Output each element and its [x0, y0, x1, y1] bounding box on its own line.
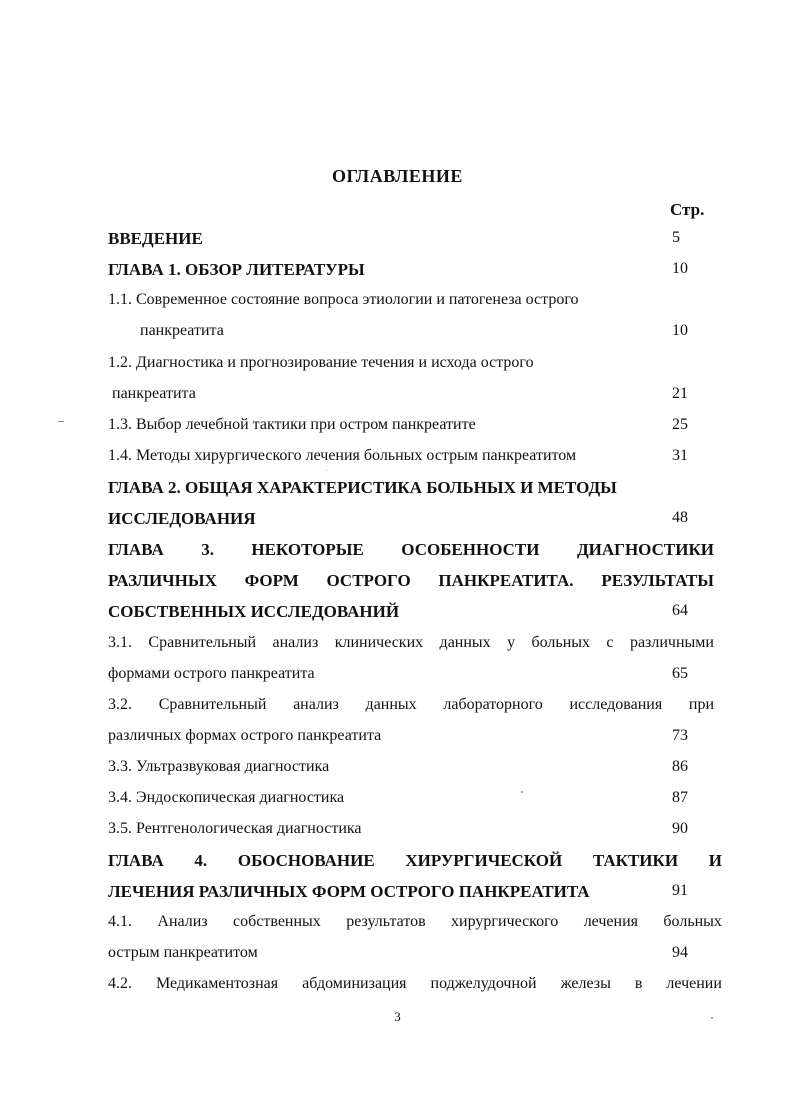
pages-column-label: Стр. [670, 200, 705, 219]
toc-word: различными [629, 634, 714, 651]
toc-word: лечения [583, 913, 639, 930]
toc-word: 4. [194, 851, 208, 870]
toc-chapter4-line1 [108, 851, 722, 871]
toc-section-3-1-line2: формами острого панкреатита [108, 665, 315, 682]
toc-section-3-2-line1 [108, 696, 714, 714]
toc-section-4-1-page: 94 [672, 944, 688, 961]
toc-word: лабораторного [443, 696, 543, 713]
toc-section-3-2-page: 73 [672, 727, 688, 744]
toc-section-1-2-page: 21 [672, 385, 688, 402]
toc-word: данных [439, 634, 491, 651]
toc-word: у [507, 634, 516, 651]
toc-section-1-1-line1: 1.1. Современное состояние вопроса этиологии и патогенеза острого [108, 291, 579, 308]
toc-section-3-3-text: 3.3. Ультразвуковая диагностика [108, 758, 330, 775]
toc-word: ОСОБЕННОСТИ [401, 540, 540, 559]
toc-chapter1-text: ГЛАВА 1. ОБЗОР ЛИТЕРАТУРЫ [108, 260, 365, 279]
toc-word: результатов [346, 913, 426, 930]
toc-word: Медикаментозная [155, 975, 279, 992]
toc-word: ФОРМ [244, 571, 299, 590]
scan-speck [58, 421, 64, 422]
toc-word: ОСТРОГО [326, 571, 411, 590]
toc-word: анализ [293, 696, 339, 713]
toc-word: исследования [569, 696, 663, 713]
toc-word: Сравнительный [158, 696, 267, 713]
toc-chapter4-line2: ЛЕЧЕНИЯ РАЗЛИЧНЫХ ФОРМ ОСТРОГО ПАНКРЕАТИТА [108, 882, 590, 901]
toc-word: поджелудочной [430, 975, 537, 992]
toc-word: ОБОСНОВАНИЕ [237, 851, 375, 870]
toc-section-3-1-page: 65 [672, 665, 688, 682]
toc-word: И [708, 851, 722, 870]
toc-chapter2-line2: ИССЛЕДОВАНИЯ [108, 509, 256, 528]
toc-section-3-5-text: 3.5. Рентгенологическая диагностика [108, 820, 362, 837]
page-number: 3 [394, 1009, 401, 1024]
toc-word: 3.1. [108, 634, 132, 651]
toc-word: собственных [233, 913, 321, 930]
toc-chapter3-page: 64 [672, 602, 688, 619]
toc-word: в [634, 975, 643, 992]
toc-section-1-3-text: 1.3. Выбор лечебной тактики при остром панкреатите [108, 416, 476, 433]
toc-intro-page: 5 [672, 229, 680, 246]
toc-word: клинических [334, 634, 424, 651]
toc-word: 4.2. [108, 975, 132, 992]
toc-section-4-2-line1 [108, 975, 722, 993]
toc-section-4-1-line1 [108, 913, 722, 931]
toc-section-3-2-line2: различных формах острого панкреатита [108, 727, 382, 744]
toc-word: ТАКТИКИ [592, 851, 679, 870]
toc-intro-text: ВВЕДЕНИЕ [108, 229, 203, 248]
toc-word: Сравнительный [148, 634, 257, 651]
toc-word: абдоминизация [302, 975, 407, 992]
toc-word: при [688, 696, 714, 713]
toc-section-1-2-line2: панкреатита [112, 385, 196, 402]
toc-word: ГЛАВА [108, 540, 164, 559]
toc-chapter1-page: 10 [672, 260, 688, 277]
toc-word: РАЗЛИЧНЫХ [108, 571, 217, 590]
toc-word: ГЛАВА [108, 851, 164, 870]
toc-section-1-4-page: 31 [672, 447, 688, 464]
toc-word: больных [531, 634, 591, 651]
toc-chapter3-line3: СОБСТВЕННЫХ ИССЛЕДОВАНИЙ [108, 602, 400, 621]
toc-section-1-1-page: 10 [672, 322, 688, 339]
toc-section-3-4-text: 3.4. Эндоскопическая диагностика [108, 789, 345, 806]
toc-word: хирургического [451, 913, 559, 930]
scan-speck [326, 470, 327, 471]
toc-chapter4-page: 91 [672, 882, 688, 899]
toc-chapter2-page: 48 [672, 509, 688, 526]
toc-word: 4.1. [108, 913, 132, 930]
scan-speck [521, 791, 523, 793]
toc-chapter3-line2 [108, 571, 714, 591]
toc-section-1-4-text: 1.4. Методы хирургического лечения больных острым панкреатитом [108, 447, 577, 464]
toc-section-3-5-page: 90 [672, 820, 688, 837]
toc-word: Анализ [157, 913, 208, 930]
toc-word: ХИРУРГИЧЕСКОЙ [405, 851, 563, 870]
toc-word: НЕКОТОРЫЕ [251, 540, 364, 559]
toc-chapter3-line1 [108, 540, 714, 560]
page-title: ОГЛАВЛЕНИЕ [332, 166, 463, 186]
toc-word: с [606, 634, 614, 651]
toc-word: РЕЗУЛЬТАТЫ [601, 571, 714, 590]
toc-word: анализ [272, 634, 319, 651]
toc-section-3-4-page: 87 [672, 789, 688, 806]
toc-word: данных [365, 696, 417, 713]
toc-section-1-3-page: 25 [672, 416, 688, 433]
scan-speck [711, 1017, 713, 1019]
toc-chapter2-line1: ГЛАВА 2. ОБЩАЯ ХАРАКТЕРИСТИКА БОЛЬНЫХ И МЕТОДЫ [108, 478, 617, 497]
toc-section-3-3-page: 86 [672, 758, 688, 775]
toc-section-1-1-line2: панкреатита [140, 322, 224, 339]
toc-word: больных [663, 913, 722, 930]
toc-section-3-1-line1 [108, 634, 714, 652]
toc-word: 3. [201, 540, 214, 559]
toc-section-1-2-line1: 1.2. Диагностика и прогнозирование течения и исхода острого [108, 354, 534, 371]
toc-word: 3.2. [108, 696, 132, 713]
toc-word: ДИАГНОСТИКИ [576, 540, 714, 559]
toc-word: лечении [666, 975, 722, 992]
toc-word: ПАНКРЕАТИТА. [438, 571, 574, 590]
toc-word: железы [560, 975, 611, 992]
toc-section-4-1-line2: острым панкреатитом [108, 944, 258, 961]
